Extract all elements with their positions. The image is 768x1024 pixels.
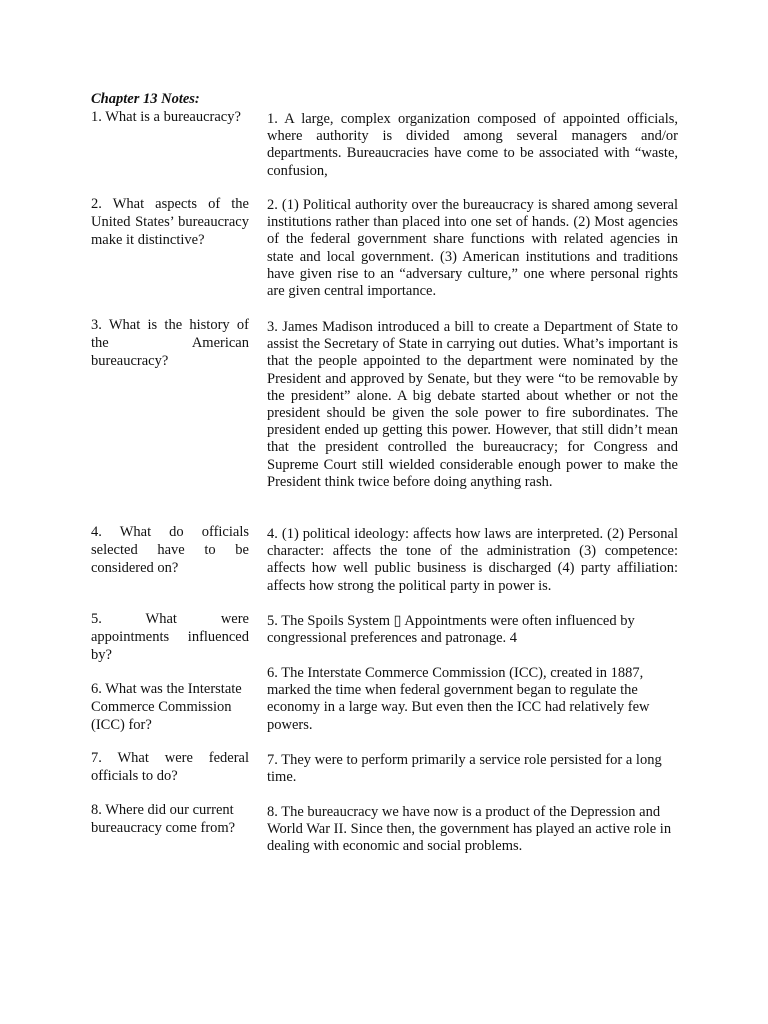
answer-5: 5. The Spoils System ▯ Appointments were often influenced by congressional preferences and patronage. 4	[267, 613, 635, 647]
answer-2: 2. (1) Political authority over the bureaucracy is shared among several institutions rather than placed into one set of hands. (2) Most agencies of the federal government share functions with related agencies in state and local government. (3) American institutions and traditions have given rise to an “adversary culture,” one where personal rights are given central importance.	[267, 197, 678, 300]
question-6: 6. What was the Interstate Commerce Commission (ICC) for?	[91, 681, 242, 733]
question-8: 8. Where did our current bureaucracy come from?	[91, 802, 236, 836]
answer-8: 8. The bureaucracy we have now is a product of the Depression and World War II. Since then, the government has played an active role in dealing with economic and social problems.	[267, 804, 672, 855]
question-1: 1. What is a bureaucracy?	[91, 109, 241, 125]
page-title: Chapter 13 Notes:	[91, 91, 200, 107]
question-5: 5. What were appointments influenced by?	[91, 611, 249, 663]
answer-6: 6. The Interstate Commerce Commission (ICC), created in 1887, marked the time when federal government began to regulate the economy in a large way. But even then the ICC had relatively few powers.	[267, 665, 650, 733]
answer-3: 3. James Madison introduced a bill to create a Department of State to assist the Secretary of State in carrying out duties. What’s important is that the people appointed to the department were nominated by the President and approved by Senate, but they were “to be removable by the president” alone. A big debate started about whether or not the president should be given the sole power to fire subordinates. The president ended up getting this power. However, that still didn’t mean that the president controlled the bureaucracy; for Congress and Supreme Court still wielded considerable enough power to make the President think twice before doing anything rash.	[267, 319, 678, 490]
answer-1: 1. A large, complex organization composed of appointed officials, where authority is divided among several managers and/or departments. Bureaucracies have come to be associated with “waste, confusion,	[267, 111, 678, 179]
answer-4: 4. (1) political ideology: affects how laws are interpreted. (2) Personal character: affects the tone of the administration (3) competence: affects how well public business is discharged (4) party affiliation: affects how strong the political party in power is.	[267, 526, 678, 594]
question-3: 3. What is the history of the American bureaucracy?	[91, 317, 249, 369]
question-7: 7. What were federal officials to do?	[91, 750, 249, 784]
answer-7: 7. They were to perform primarily a service role persisted for a long time.	[267, 752, 662, 786]
question-4: 4. What do officials selected have to be considered on?	[91, 524, 249, 576]
question-2: 2. What aspects of the United States’ bureaucracy make it distinctive?	[91, 196, 249, 248]
